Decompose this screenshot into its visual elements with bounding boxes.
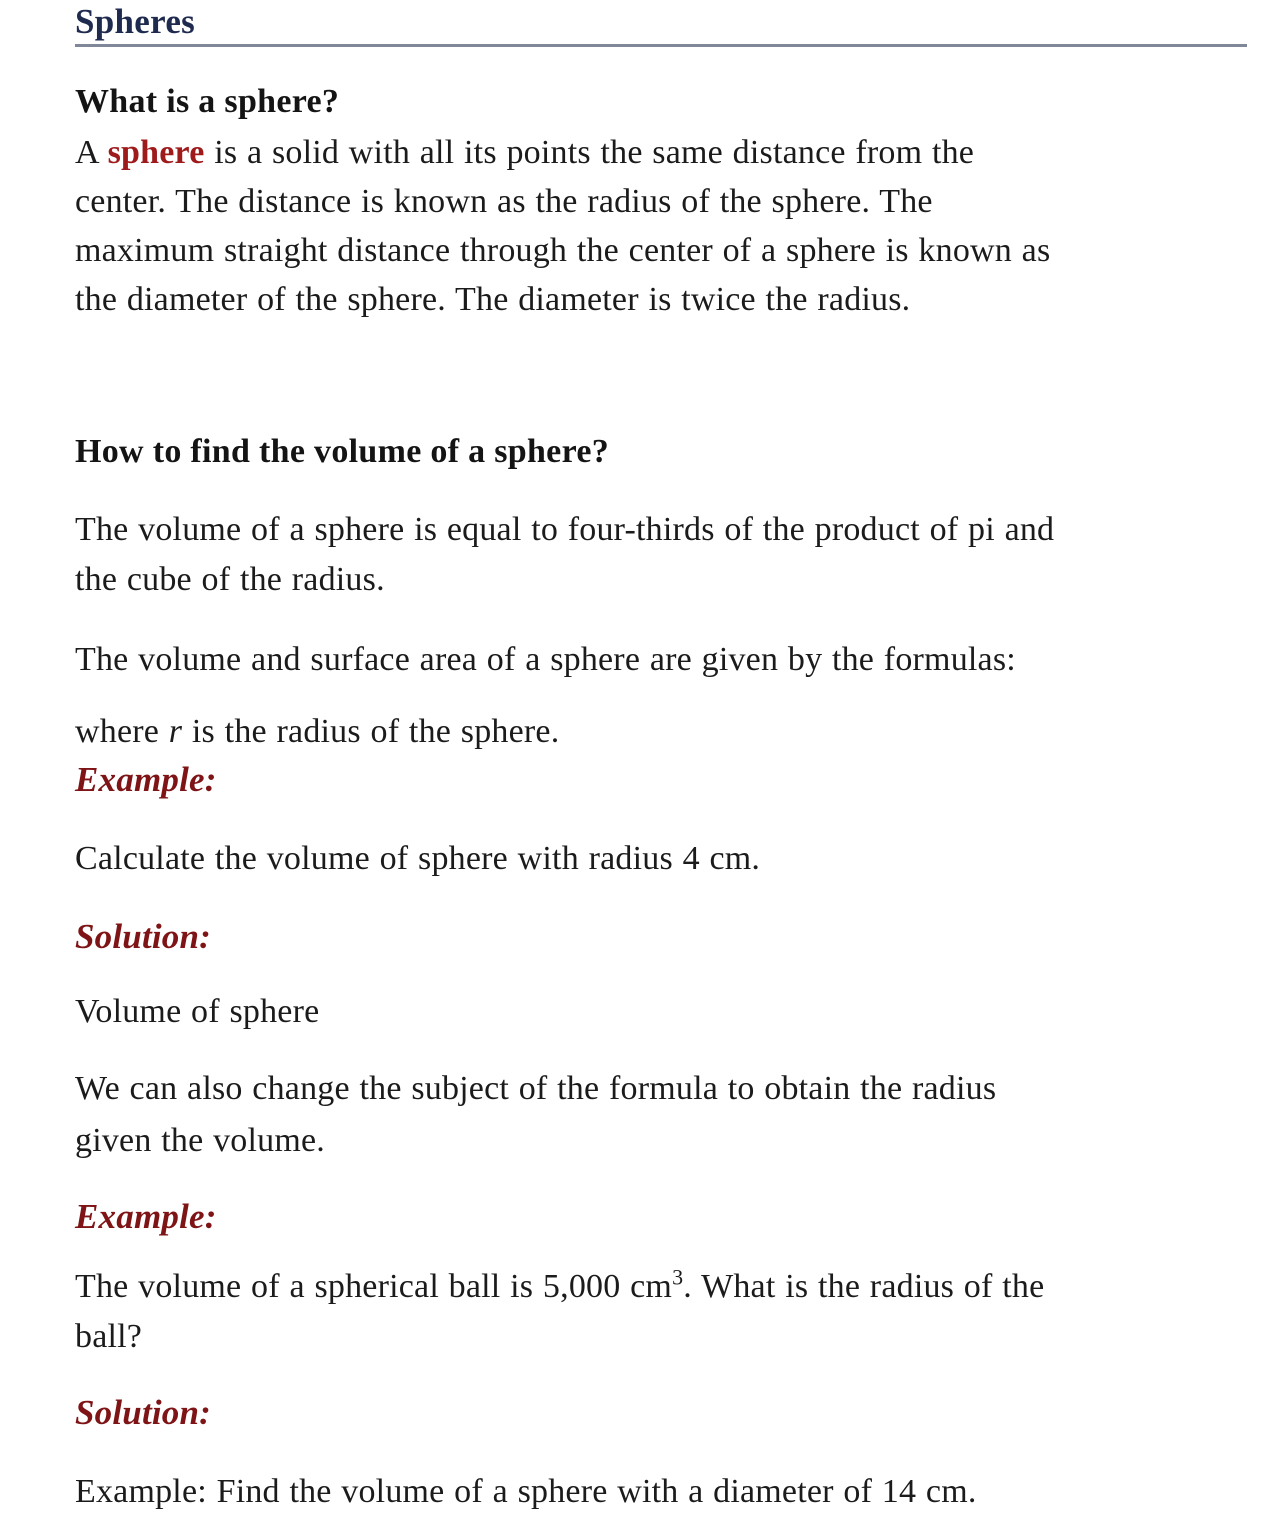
- text-line: maximum straight distance through the center of a sphere is known as: [75, 232, 1051, 269]
- where-pre: where: [75, 713, 169, 750]
- text-line: The volume of a sphere is equal to four-thirds of the product of pi and: [75, 511, 1055, 548]
- example-label-2: Example:: [75, 1197, 217, 1236]
- sphere-term-highlight: sphere: [107, 134, 205, 171]
- text-line: [75, 1262, 1247, 1312]
- final-example-line: Example: Find the volume of a sphere with a diameter of 14 cm.: [75, 1473, 977, 1510]
- solution-label-1: Solution:: [75, 917, 212, 956]
- radius-variable: r: [168, 713, 183, 750]
- heading-how-to-find-volume: How to find the volume of a sphere?: [75, 433, 610, 470]
- solution-label-2: Solution:: [75, 1393, 212, 1432]
- text-line: ball?: [75, 1318, 143, 1355]
- example-label-1: Example:: [75, 760, 217, 799]
- text-line: center. The distance is known as the radius of the sphere. The: [75, 183, 933, 220]
- cubed-superscript: 3: [672, 1264, 684, 1290]
- formulas-paragraph: The volume and surface area of a sphere are given by the formulas:: [75, 641, 1016, 678]
- where-and-example-block: [75, 708, 1247, 804]
- where-radius-line: [75, 708, 1247, 756]
- text-line: [75, 128, 1247, 177]
- ball-line1-pre: The volume of a spherical ball is 5,000 cm: [75, 1268, 673, 1305]
- volume-of-sphere-line: Volume of sphere: [75, 993, 320, 1030]
- example2-text-paragraph: [75, 1262, 1247, 1362]
- title-underline-rule: [75, 44, 1247, 47]
- change-subject-paragraph: [75, 1063, 1247, 1167]
- text-line: the cube of the radius.: [75, 561, 385, 598]
- intro-line1-post: is a solid with all its points the same distance from the: [204, 134, 975, 171]
- where-post: is the radius of the sphere.: [182, 713, 560, 750]
- text-line: given the volume.: [75, 1122, 325, 1159]
- text-line: the diameter of the sphere. The diameter is twice the radius.: [75, 281, 911, 318]
- intro-line1-pre: A: [75, 134, 108, 171]
- ball-line1-post: . What is the radius of the: [683, 1268, 1045, 1305]
- volume-definition-paragraph: [75, 505, 1247, 605]
- example1-text: Calculate the volume of sphere with radius 4 cm.: [75, 840, 761, 877]
- intro-paragraph: [75, 128, 1247, 324]
- heading-what-is-a-sphere: What is a sphere?: [75, 83, 340, 120]
- text-line: We can also change the subject of the formula to obtain the radius: [75, 1070, 997, 1107]
- page-title: Spheres: [75, 2, 196, 41]
